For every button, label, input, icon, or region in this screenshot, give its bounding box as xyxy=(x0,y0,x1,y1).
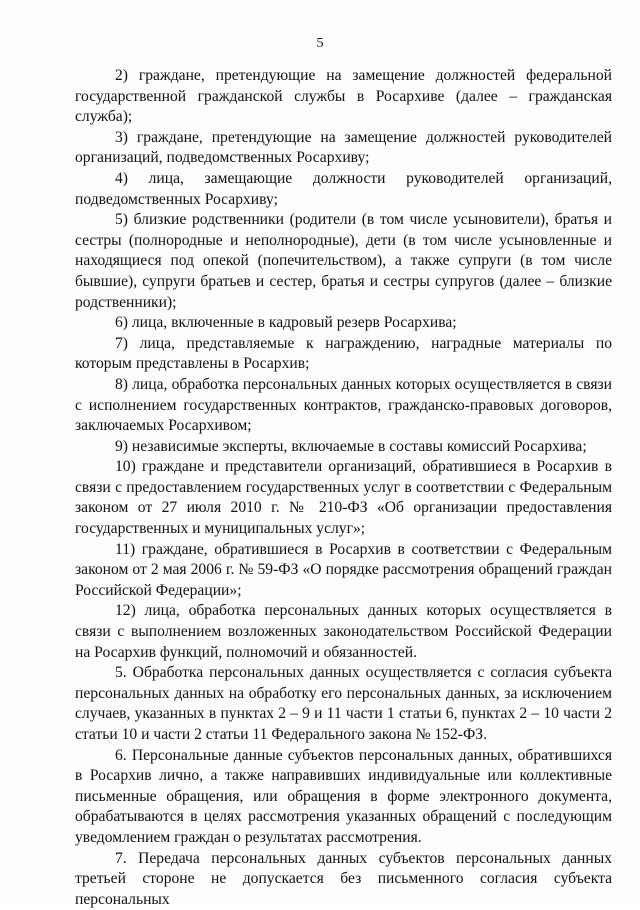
clause-6-paragraph: 6. Персональные данные субъектов персональных данных, обратившихся в Росархив лично, а также направивших индивидуальные или коллективные письменные обращения, или обращения в форме электронного документа, обрабатываются в целях рассмотрения указанных обращений с последующим уведомлением граждан о результатах рассмотрения. xyxy=(75,746,612,846)
paragraph-item-2: 2) граждане, претендующие на замещение должностей федеральной государственной гражданской службы в Росархиве (далее – гражданская служба); xyxy=(75,67,612,126)
paragraph-item-7: 7) лица, представляемые к награждению, наградные материалы по которым представлены в Росархив; xyxy=(75,334,612,373)
clause-5-paragraph: 5. Обработка персональных данных осуществляется с согласия субъекта персональных данных на обработку его персональных данных, за исключением случаев, указанных в пунктах 2 – 9 и 11 части 1 статьи 6, пунктах 2 – 10 части 2 статьи 10 и части 2 статьи 11 Федерального закона № 152-ФЗ. xyxy=(75,664,612,743)
clause-7-paragraph: 7. Передача персональных данных субъектов персональных данных третьей стороне не допускается без письменного согласия субъекта персональных xyxy=(75,849,612,908)
paragraph-item-6: 6) лица, включенные в кадровый резерв Росархива; xyxy=(115,314,457,332)
paragraph-item-8: 8) лица, обработка персональных данных которых осуществляется в связи с исполнением государственных контрактов, гражданско-правовых договоров, заключаемых Росархивом; xyxy=(75,375,612,435)
paragraph-item-4: 4) лица, замещающие должности руководителей организаций, подведомственных Росархиву; xyxy=(75,169,612,208)
page-number: 5 xyxy=(316,36,324,51)
document-body xyxy=(75,66,612,910)
paragraph-item-5: 5) близкие родственники (родители (в том числе усыновители), братья и сестры (полнородные и неполнородные), дети (в том числе усыновленные и находящиеся под опекой (попечительством), а также супруги (в том числе бывшие), супруги братьев и сестер, братья и сестры супругов (далее – близкие родственники); xyxy=(75,211,612,311)
paragraph-item-3: 3) граждане, претендующие на замещение должностей руководителей организаций, подведомственных Росархиву; xyxy=(75,128,612,167)
paragraph-item-10: 10) граждане и представители организаций, обратившиеся в Росархив в связи с предоставлением государственных услуг в соответствии с Федеральным законом от 27 июля 2010 г. № 210-ФЗ «Об организации предоставления государственных и муниципальных услуг»; xyxy=(75,458,612,538)
paragraph-item-12: 12) лица, обработка персональных данных которых осуществляется в связи с выполнением возложенных законодательством Российской Федерации на Росархив функций, полномочий и обязанностей. xyxy=(75,602,612,661)
paragraph-item-9: 9) независимые эксперты, включаемые в составы комиссий Росархива; xyxy=(115,437,587,455)
paragraph-item-11: 11) граждане, обратившиеся в Росархив в соответствии с Федеральным законом от 2 мая 2006 г. № 59-ФЗ «О порядке рассмотрения обращений граждан Российской Федерации»; xyxy=(75,540,612,599)
